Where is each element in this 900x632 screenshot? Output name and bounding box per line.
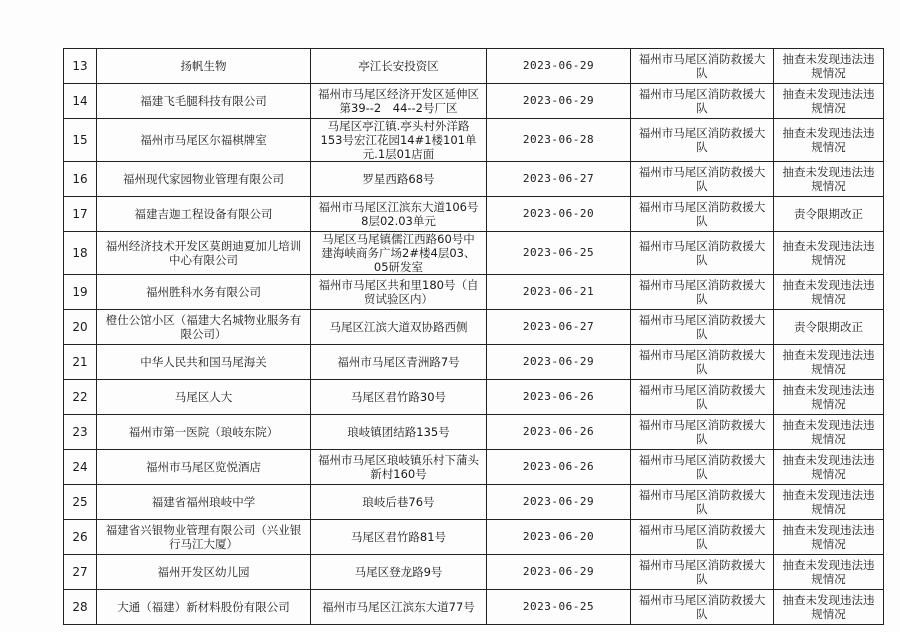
- address-cell: 福州市马尾区经济开发区延伸区第39--2 44--2号厂区: [311, 84, 487, 119]
- address-cell: 福州市马尾区青洲路7号: [311, 345, 487, 380]
- row-number-cell: 23: [64, 415, 97, 450]
- company-name-cell: 福建省兴银物业管理有限公司（兴业银行马江大厦）: [97, 520, 311, 555]
- company-name-cell: 扬帆生物: [97, 49, 311, 84]
- inspection-table: [63, 48, 884, 625]
- inspecting-unit-cell: 福州市马尾区消防救援大队: [631, 590, 774, 625]
- address-cell: 马尾区江滨大道双协路西侧: [311, 310, 487, 345]
- inspecting-unit-cell: 福州市马尾区消防救援大队: [631, 485, 774, 520]
- inspection-result-cell: 抽查未发现违法违规情况: [774, 380, 884, 415]
- table-row: [64, 197, 884, 232]
- row-number-cell: 27: [64, 555, 97, 590]
- company-name-cell: 福州现代家园物业管理有限公司: [97, 162, 311, 197]
- table-row: [64, 84, 884, 119]
- row-number-cell: 24: [64, 450, 97, 485]
- table-body: [64, 49, 884, 625]
- address-cell: 马尾区亭江镇.亭头村外洋路153号宏江花园14#1楼101单元.1层01店面: [311, 119, 487, 162]
- address-cell: 福州市马尾区琅岐镇乐村下蒲头新村160号: [311, 450, 487, 485]
- inspecting-unit-cell: 福州市马尾区消防救援大队: [631, 232, 774, 275]
- inspection-date-cell: 2023-06-29: [487, 84, 631, 119]
- inspecting-unit-cell: 福州市马尾区消防救援大队: [631, 49, 774, 84]
- table-row: [64, 275, 884, 310]
- inspection-date-cell: 2023-06-25: [487, 232, 631, 275]
- inspection-result-cell: 抽查未发现违法违规情况: [774, 119, 884, 162]
- inspection-result-cell: 抽查未发现违法违规情况: [774, 520, 884, 555]
- inspection-date-cell: 2023-06-26: [487, 415, 631, 450]
- inspection-result-cell: 抽查未发现违法违规情况: [774, 84, 884, 119]
- table-row: [64, 345, 884, 380]
- inspection-date-cell: 2023-06-26: [487, 380, 631, 415]
- company-name-cell: 福建省福州琅岐中学: [97, 485, 311, 520]
- company-name-cell: 福州市马尾区览悦酒店: [97, 450, 311, 485]
- address-cell: 琅岐后巷76号: [311, 485, 487, 520]
- address-cell: 罗星西路68号: [311, 162, 487, 197]
- row-number-cell: 16: [64, 162, 97, 197]
- inspection-date-cell: 2023-06-25: [487, 590, 631, 625]
- row-number-cell: 15: [64, 119, 97, 162]
- inspecting-unit-cell: 福州市马尾区消防救援大队: [631, 380, 774, 415]
- company-name-cell: 福州胜科水务有限公司: [97, 275, 311, 310]
- company-name-cell: 福州市马尾区尔福棋牌室: [97, 119, 311, 162]
- inspection-date-cell: 2023-06-29: [487, 555, 631, 590]
- inspecting-unit-cell: 福州市马尾区消防救援大队: [631, 197, 774, 232]
- company-name-cell: 福州经济技术开发区莫朗迪夏加儿培训中心有限公司: [97, 232, 311, 275]
- address-cell: 马尾区登龙路9号: [311, 555, 487, 590]
- row-number-cell: 26: [64, 520, 97, 555]
- inspection-date-cell: 2023-06-20: [487, 197, 631, 232]
- company-name-cell: 福建吉迦工程设备有限公司: [97, 197, 311, 232]
- inspection-result-cell: 抽查未发现违法违规情况: [774, 450, 884, 485]
- row-number-cell: 25: [64, 485, 97, 520]
- company-name-cell: 橙仕公馆小区（福建大名城物业服务有限公司）: [97, 310, 311, 345]
- row-number-cell: 19: [64, 275, 97, 310]
- inspection-result-cell: 抽查未发现违法违规情况: [774, 162, 884, 197]
- inspection-result-cell: 抽查未发现违法违规情况: [774, 415, 884, 450]
- inspection-result-cell: 责令限期改正: [774, 197, 884, 232]
- inspection-date-cell: 2023-06-28: [487, 119, 631, 162]
- inspecting-unit-cell: 福州市马尾区消防救援大队: [631, 275, 774, 310]
- inspecting-unit-cell: 福州市马尾区消防救援大队: [631, 555, 774, 590]
- row-number-cell: 21: [64, 345, 97, 380]
- inspecting-unit-cell: 福州市马尾区消防救援大队: [631, 310, 774, 345]
- inspection-result-cell: 抽查未发现违法违规情况: [774, 275, 884, 310]
- inspection-date-cell: 2023-06-20: [487, 520, 631, 555]
- inspecting-unit-cell: 福州市马尾区消防救援大队: [631, 119, 774, 162]
- row-number-cell: 20: [64, 310, 97, 345]
- table-row: [64, 119, 884, 162]
- inspecting-unit-cell: 福州市马尾区消防救援大队: [631, 450, 774, 485]
- inspection-date-cell: 2023-06-29: [487, 345, 631, 380]
- company-name-cell: 福州市第一医院（琅岐东院）: [97, 415, 311, 450]
- address-cell: 马尾区君竹路81号: [311, 520, 487, 555]
- table-row: [64, 310, 884, 345]
- row-number-cell: 18: [64, 232, 97, 275]
- inspection-date-cell: 2023-06-27: [487, 310, 631, 345]
- inspection-result-cell: 抽查未发现违法违规情况: [774, 590, 884, 625]
- company-name-cell: 马尾区人大: [97, 380, 311, 415]
- row-number-cell: 13: [64, 49, 97, 84]
- address-cell: 亭江长安投资区: [311, 49, 487, 84]
- inspecting-unit-cell: 福州市马尾区消防救援大队: [631, 345, 774, 380]
- table-row: [64, 49, 884, 84]
- inspection-date-cell: 2023-06-26: [487, 450, 631, 485]
- inspection-result-cell: 抽查未发现违法违规情况: [774, 49, 884, 84]
- table-row: [64, 590, 884, 625]
- company-name-cell: 福州开发区幼儿园: [97, 555, 311, 590]
- inspection-result-cell: 抽查未发现违法违规情况: [774, 345, 884, 380]
- inspection-result-cell: 抽查未发现违法违规情况: [774, 485, 884, 520]
- inspection-date-cell: 2023-06-29: [487, 485, 631, 520]
- row-number-cell: 28: [64, 590, 97, 625]
- table-row: [64, 162, 884, 197]
- table-row: [64, 450, 884, 485]
- table-row: [64, 485, 884, 520]
- inspecting-unit-cell: 福州市马尾区消防救援大队: [631, 84, 774, 119]
- inspecting-unit-cell: 福州市马尾区消防救援大队: [631, 415, 774, 450]
- inspection-date-cell: 2023-06-21: [487, 275, 631, 310]
- inspecting-unit-cell: 福州市马尾区消防救援大队: [631, 520, 774, 555]
- row-number-cell: 14: [64, 84, 97, 119]
- address-cell: 福州市马尾区共和里180号（自贸试验区内）: [311, 275, 487, 310]
- row-number-cell: 17: [64, 197, 97, 232]
- table-row: [64, 380, 884, 415]
- address-cell: 马尾区君竹路30号: [311, 380, 487, 415]
- address-cell: 马尾区马尾镇儒江西路60号中建海峡商务广场2#楼4层03、05研发室: [311, 232, 487, 275]
- table-row: [64, 555, 884, 590]
- inspection-date-cell: 2023-06-27: [487, 162, 631, 197]
- table-row: [64, 415, 884, 450]
- address-cell: 琅岐镇团结路135号: [311, 415, 487, 450]
- inspecting-unit-cell: 福州市马尾区消防救援大队: [631, 162, 774, 197]
- table-row: [64, 520, 884, 555]
- company-name-cell: 大通（福建）新材料股份有限公司: [97, 590, 311, 625]
- table-row: [64, 232, 884, 275]
- row-number-cell: 22: [64, 380, 97, 415]
- inspection-result-cell: 责令限期改正: [774, 310, 884, 345]
- company-name-cell: 中华人民共和国马尾海关: [97, 345, 311, 380]
- address-cell: 福州市马尾区江滨东大道77号: [311, 590, 487, 625]
- inspection-result-cell: 抽查未发现违法违规情况: [774, 555, 884, 590]
- inspection-result-cell: 抽查未发现违法违规情况: [774, 232, 884, 275]
- company-name-cell: 福建飞毛腿科技有限公司: [97, 84, 311, 119]
- inspection-date-cell: 2023-06-29: [487, 49, 631, 84]
- address-cell: 福州市马尾区江滨东大道106号8层02.03单元: [311, 197, 487, 232]
